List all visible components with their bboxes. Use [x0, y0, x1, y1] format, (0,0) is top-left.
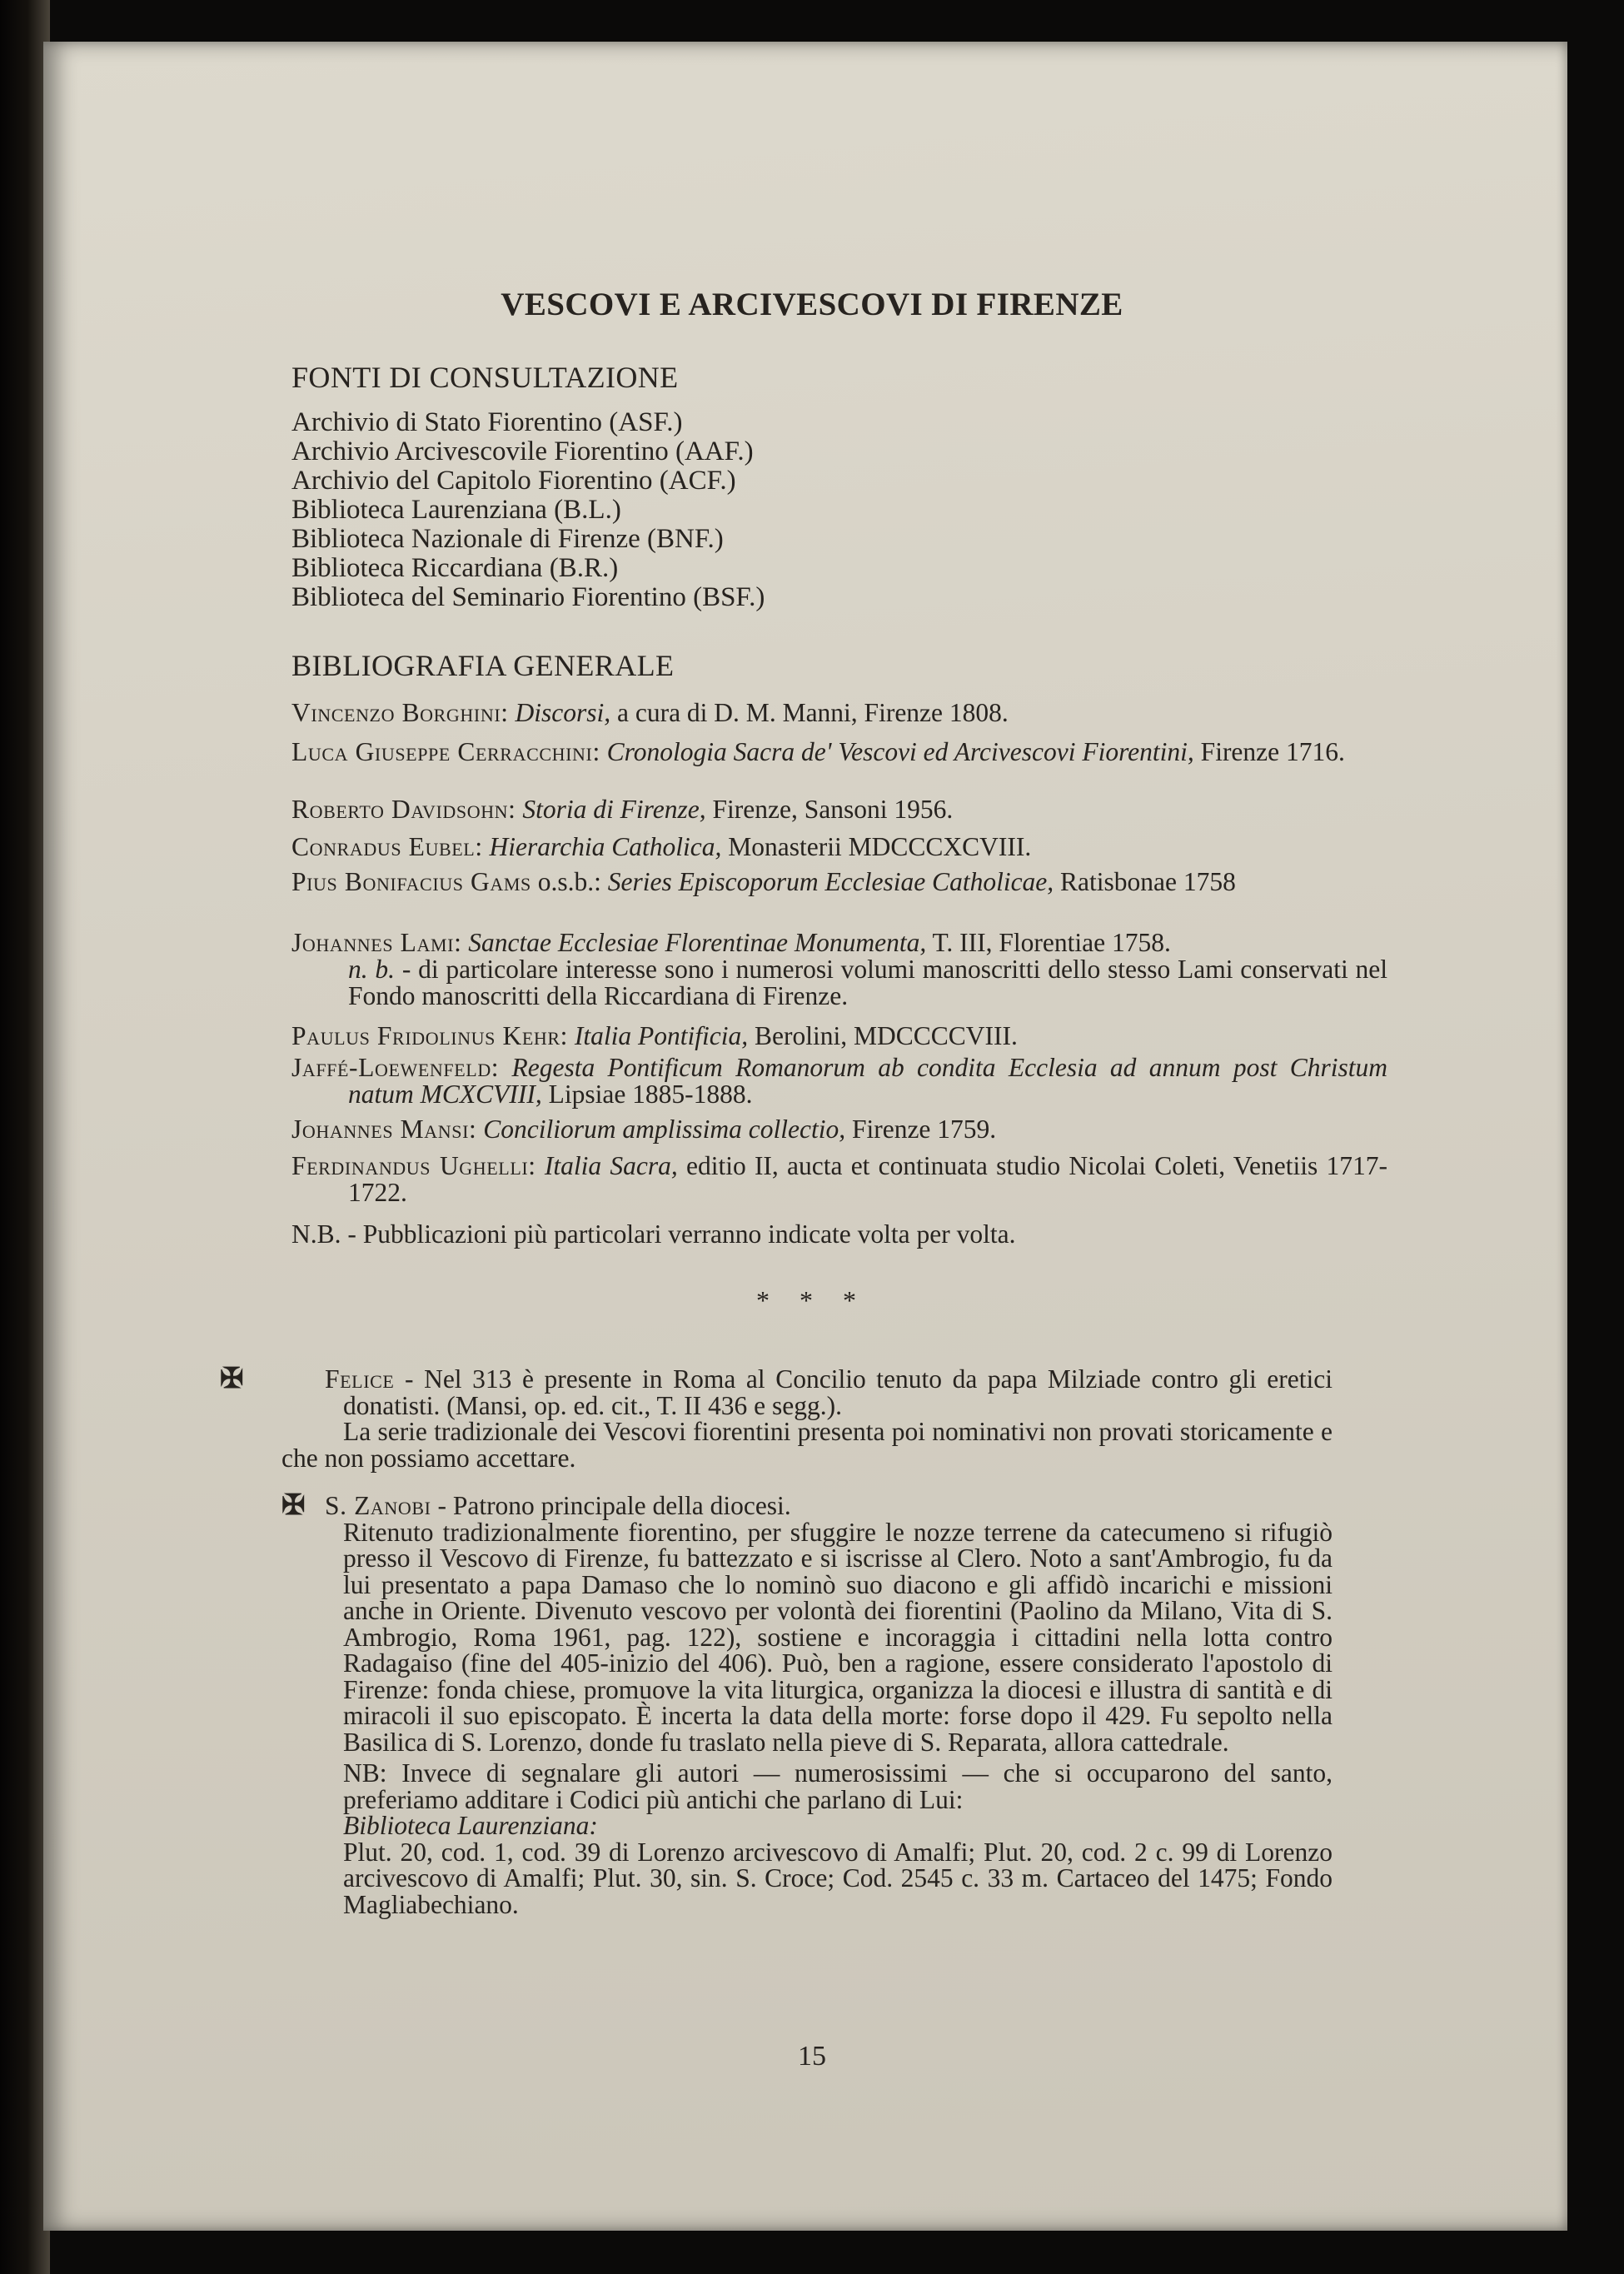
entry-title: Conciliorum amplissima collectio,: [483, 1115, 846, 1144]
bibliography-entry: [291, 834, 1387, 860]
bibliography-heading: BIBLIOGRAFIA GENERALE: [291, 649, 675, 682]
source-item: Biblioteca Nazionale di Firenze (BNF.): [291, 524, 724, 554]
bishop-paragraph: Ritenuto tradizionalmente fiorentino, per sfuggire le nozze terrene da catecumeno si rifugiò presso il Vescovo di Firenze, fu battezzato e si iscrisse al Clero. Noto a sant'Ambrogio, fu da lui presentato a papa Damaso che lo nominò suo diacono e gli affidò incarichi e missioni anche in Oriente. Divenuto vescovo per volontà dei fiorentini (Paolino da Milano, Vita di S. Ambrogio, Roma 1961, pag. 122), sostiene e incoraggia i cittadini nella lotta contro Radagaiso (fine del 405-inizio del 406). Può, ben a ragione, essere considerato l'apostolo di Firenze: fonda chiese, promuove la vita liturgica, organizza la diocesi e illustra di santità e di miracoli il suo episcopato. È incerta la data della morte: forse dopo il 429. Fu sepolto nella Basilica di S. Lorenzo, donde fu traslato nella pieve di S. Reparata, allora cattedrale.: [343, 1517, 1333, 1757]
entry-author: Ferdinandus Ughelli:: [291, 1151, 536, 1180]
page-number: 15: [798, 2041, 826, 2072]
source-item: Archivio di Stato Fiorentino (ASF.): [291, 407, 683, 437]
bishop-intro: - Nel 313 è presente in Roma al Concilio tenuto da papa Milziade contro gli eretici donatisti. (Mansi, op. ed. cit., T. II 436 e segg.).: [343, 1364, 1333, 1420]
entry-details: Monasterii MDCCCXCVIII.: [721, 832, 1032, 861]
codices-list: Plut. 20, cod. 1, cod. 39 di Lorenzo arcivescovo di Amalfi; Plut. 20, cod. 2 c. 99 di Lorenzo arcivescovo di Amalfi; Plut. 30, sin. S. Croce; Cod. 2545 c. 33 m. Cartaceo del 1475; Fondo Magliabechiano.: [343, 1837, 1333, 1919]
entry-author: Conradus Eubel:: [291, 832, 483, 861]
entry-title: Storia di Firenze,: [522, 795, 706, 824]
bibliography-note: N.B. - Pubblicazioni più particolari verranno indicate volta per volta.: [291, 1219, 1016, 1249]
entry-title: Hierarchia Catholica,: [489, 832, 722, 861]
entry-details: Berolini, MDCCCCVIII.: [748, 1021, 1018, 1050]
bishop-intro: - Patrono principale della diocesi.: [431, 1491, 791, 1520]
bishop-nb: NB: Invece di segnalare gli autori — numerosissimi — che si occuparono del santo, preferiamo additare i Codici più antichi che parlano di Lui:: [343, 1758, 1333, 1814]
bibliography-entry: [291, 1023, 1387, 1050]
entry-author: Paulus Fridolinus Kehr:: [291, 1021, 568, 1050]
entry-title: Regesta Pontificum Romanorum ab condita Ecclesia ad annum post Christum natum MCXCVIII,: [348, 1053, 1387, 1109]
entry-title: Cronologia Sacra de' Vescovi ed Arcivescovi Fiorentini,: [606, 737, 1194, 766]
entry-details: Firenze, Sansoni 1956.: [705, 795, 954, 824]
bishop-entry: [281, 1490, 1333, 1919]
entry-title: Series Episcoporum Ecclesiae Catholicae,: [607, 867, 1054, 896]
bibliography-entry: [291, 796, 1387, 823]
bishop-entry: [220, 1364, 1333, 1473]
entry-author: Jaffé-Loewenfeld:: [291, 1053, 500, 1082]
entry-order: o.s.b.:: [531, 867, 601, 896]
section-separator: * * *: [756, 1285, 868, 1315]
bibliography-entry: [291, 739, 1387, 765]
entry-title: Italia Pontificia,: [574, 1021, 749, 1050]
entry-note: - di particolare interesse sono i numerosi volumi manoscritti dello stesso Lami conservati nel Fondo manoscritti della Riccardiana di Firenze.: [348, 955, 1387, 1010]
sources-heading: FONTI DI CONSULTAZIONE: [291, 361, 679, 394]
source-item: Biblioteca del Seminario Fiorentino (BSF.): [291, 582, 765, 612]
entry-details: Firenze 1759.: [845, 1115, 997, 1144]
entry-details: editio II, aucta et continuata studio Nicolai Coleti, Venetiis 1717-1722.: [348, 1151, 1387, 1207]
entry-author: Roberto Davidsohn:: [291, 795, 516, 824]
bishop-name: S. Zanobi: [325, 1491, 431, 1520]
bibliography-entry: [291, 869, 1387, 895]
bibliography-entry: [291, 1153, 1387, 1206]
entry-author: Pius Bonifacius Gams: [291, 867, 531, 896]
source-item: Biblioteca Riccardiana (B.R.): [291, 553, 619, 583]
entry-details: Firenze 1716.: [1193, 737, 1345, 766]
entry-author: Luca Giuseppe Cerracchini:: [291, 737, 600, 766]
bishop-paragraph: La serie tradizionale dei Vescovi fiorentini presenta poi nominativi non provati storicamente e che non possiamo accettare.: [281, 1417, 1333, 1473]
source-item: Biblioteca Laurenziana (B.L.): [291, 495, 621, 525]
source-item: Archivio Arcivescovile Fiorentino (AAF.): [291, 436, 754, 466]
source-item: Archivio del Capitolo Fiorentino (ACF.): [291, 466, 736, 496]
bibliography-entry: [291, 1116, 1387, 1143]
entry-details: Ratisbonae 1758: [1054, 867, 1236, 896]
bibliography-entry: [291, 1055, 1387, 1108]
entry-details: Lipsiae 1885-1888.: [541, 1080, 753, 1109]
bishop-name: Felice: [325, 1364, 395, 1394]
cross-icon: ✠: [281, 1490, 306, 1521]
entry-note-label: n. b.: [348, 955, 396, 984]
bibliography-entry: [291, 700, 1387, 726]
entry-details: a cura di D. M. Manni, Firenze 1808.: [610, 698, 1009, 727]
entry-author: Vincenzo Borghini:: [291, 698, 509, 727]
page-title: VESCOVI E ARCIVESCOVI DI FIRENZE: [501, 287, 1123, 322]
entry-author: Johannes Lami:: [291, 928, 462, 957]
entry-details: T. III, Florentiae 1758.: [926, 928, 1171, 957]
entry-title: Discorsi,: [515, 698, 611, 727]
entry-title: Sanctae Ecclesiae Florentinae Monumenta,: [468, 928, 927, 957]
entry-author: Johannes Mansi:: [291, 1115, 477, 1144]
entry-title: Italia Sacra,: [544, 1151, 678, 1180]
bibliography-entry: [291, 930, 1387, 1010]
cross-icon: ✠: [220, 1364, 244, 1394]
sources-list: [291, 408, 1374, 612]
library-name: Biblioteca Laurenziana:: [343, 1811, 598, 1840]
